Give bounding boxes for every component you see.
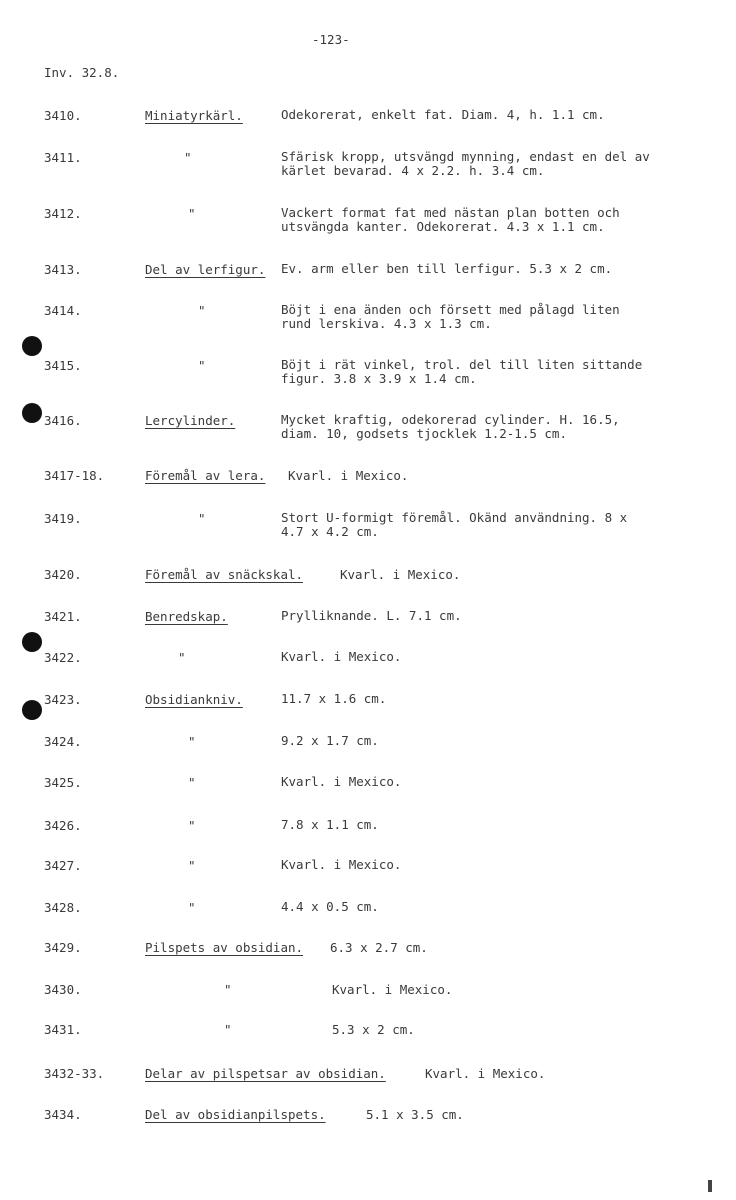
entry-number: 3428. [44, 900, 82, 915]
entry-category: Lercylinder. [145, 413, 236, 428]
ditto-mark: " [188, 775, 196, 790]
entry-description: 9.2 x 1.7 cm. [281, 733, 379, 748]
ditto-mark: " [188, 858, 196, 873]
ditto-mark: " [224, 982, 232, 997]
entry-number: 3426. [44, 818, 82, 833]
entry-description: 7.8 x 1.1 cm. [281, 817, 379, 832]
punch-hole [22, 700, 42, 720]
entry-category: Benredskap. [145, 609, 228, 624]
entry-number: 3422. [44, 650, 82, 665]
entry-description: 5.3 x 2 cm. [332, 1022, 415, 1037]
ditto-mark: " [188, 900, 196, 915]
entry-number: 3415. [44, 358, 82, 373]
entry-number: 3425. [44, 775, 82, 790]
entry-number: 3430. [44, 982, 82, 997]
entry-description: Kvarl. i Mexico. [340, 567, 461, 582]
ditto-mark: " [188, 206, 196, 221]
entry-number: 3411. [44, 150, 82, 165]
entry-number: 3429. [44, 940, 82, 955]
entry-number: 3419. [44, 511, 82, 526]
entry-number: 3421. [44, 609, 82, 624]
punch-hole [22, 403, 42, 423]
ditto-mark: " [198, 511, 206, 526]
entry-number: 3423. [44, 692, 82, 707]
ditto-mark: " [188, 818, 196, 833]
entry-number: 3412. [44, 206, 82, 221]
ditto-mark: " [198, 303, 206, 318]
entry-number: 3424. [44, 734, 82, 749]
entry-description: Mycket kraftig, odekorerad cylinder. H. 16.5, diam. 10, godsets tjocklek 1.2-1.5 cm. [281, 412, 620, 441]
entry-category: Obsidiankniv. [145, 692, 243, 707]
entry-description: Vackert format fat med nästan plan botten och utsvängda kanter. Odekorerat. 4.3 x 1.1 cm. [281, 205, 620, 234]
entry-description: Kvarl. i Mexico. [288, 468, 409, 483]
entry-category: Föremål av snäckskal. [145, 567, 304, 582]
entry-description: Kvarl. i Mexico. [425, 1066, 546, 1081]
punch-hole [22, 632, 42, 652]
scan-mark [708, 1180, 712, 1192]
entry-number: 3417-18. [44, 468, 105, 483]
entry-category: Delar av pilspetsar av obsidian. [145, 1066, 386, 1081]
entry-number: 3414. [44, 303, 82, 318]
entry-number: 3427. [44, 858, 82, 873]
entry-description: Kvarl. i Mexico. [281, 774, 402, 789]
inventory-heading: Inv. 32.8. [44, 65, 120, 80]
ditto-mark: " [198, 358, 206, 373]
ditto-mark: " [178, 650, 186, 665]
entry-number: 3431. [44, 1022, 82, 1037]
entry-category: Del av lerfigur. [145, 262, 266, 277]
entry-number: 3416. [44, 413, 82, 428]
entry-description: Kvarl. i Mexico. [281, 857, 402, 872]
entry-description: Sfärisk kropp, utsvängd mynning, endast en del av kärlet bevarad. 4 x 2.2. h. 3.4 cm. [281, 149, 650, 178]
entry-description: 5.1 x 3.5 cm. [366, 1107, 464, 1122]
entry-description: Stort U-formigt föremål. Okänd användning. 8 x 4.7 x 4.2 cm. [281, 510, 628, 539]
entry-number: 3410. [44, 108, 82, 123]
ditto-mark: " [224, 1022, 232, 1037]
entry-description: Kvarl. i Mexico. [281, 649, 402, 664]
entry-description: Böjt i rät vinkel, trol. del till liten sittande figur. 3.8 x 3.9 x 1.4 cm. [281, 357, 643, 386]
entry-description: Odekorerat, enkelt fat. Diam. 4, h. 1.1 cm. [281, 107, 605, 122]
entry-category: Miniatyrkärl. [145, 108, 243, 123]
entry-category: Del av obsidianpilspets. [145, 1107, 326, 1122]
ditto-mark: " [188, 734, 196, 749]
entry-description: Ev. arm eller ben till lerfigur. 5.3 x 2 cm. [281, 261, 613, 276]
entry-category: Föremål av lera. [145, 468, 266, 483]
entry-number: 3413. [44, 262, 82, 277]
entry-number: 3434. [44, 1107, 82, 1122]
entry-description: Böjt i ena änden och försett med pålagd liten rund lerskiva. 4.3 x 1.3 cm. [281, 302, 620, 331]
entry-number: 3420. [44, 567, 82, 582]
entry-category: Pilspets av obsidian. [145, 940, 304, 955]
entry-description: 4.4 x 0.5 cm. [281, 899, 379, 914]
entry-number: 3432-33. [44, 1066, 105, 1081]
page-number: -123- [312, 32, 350, 47]
entry-description: 11.7 x 1.6 cm. [281, 691, 387, 706]
ditto-mark: " [184, 150, 192, 165]
punch-hole [22, 336, 42, 356]
entry-description: Prylliknande. L. 7.1 cm. [281, 608, 462, 623]
entry-description: 6.3 x 2.7 cm. [330, 940, 428, 955]
entry-description: Kvarl. i Mexico. [332, 982, 453, 997]
